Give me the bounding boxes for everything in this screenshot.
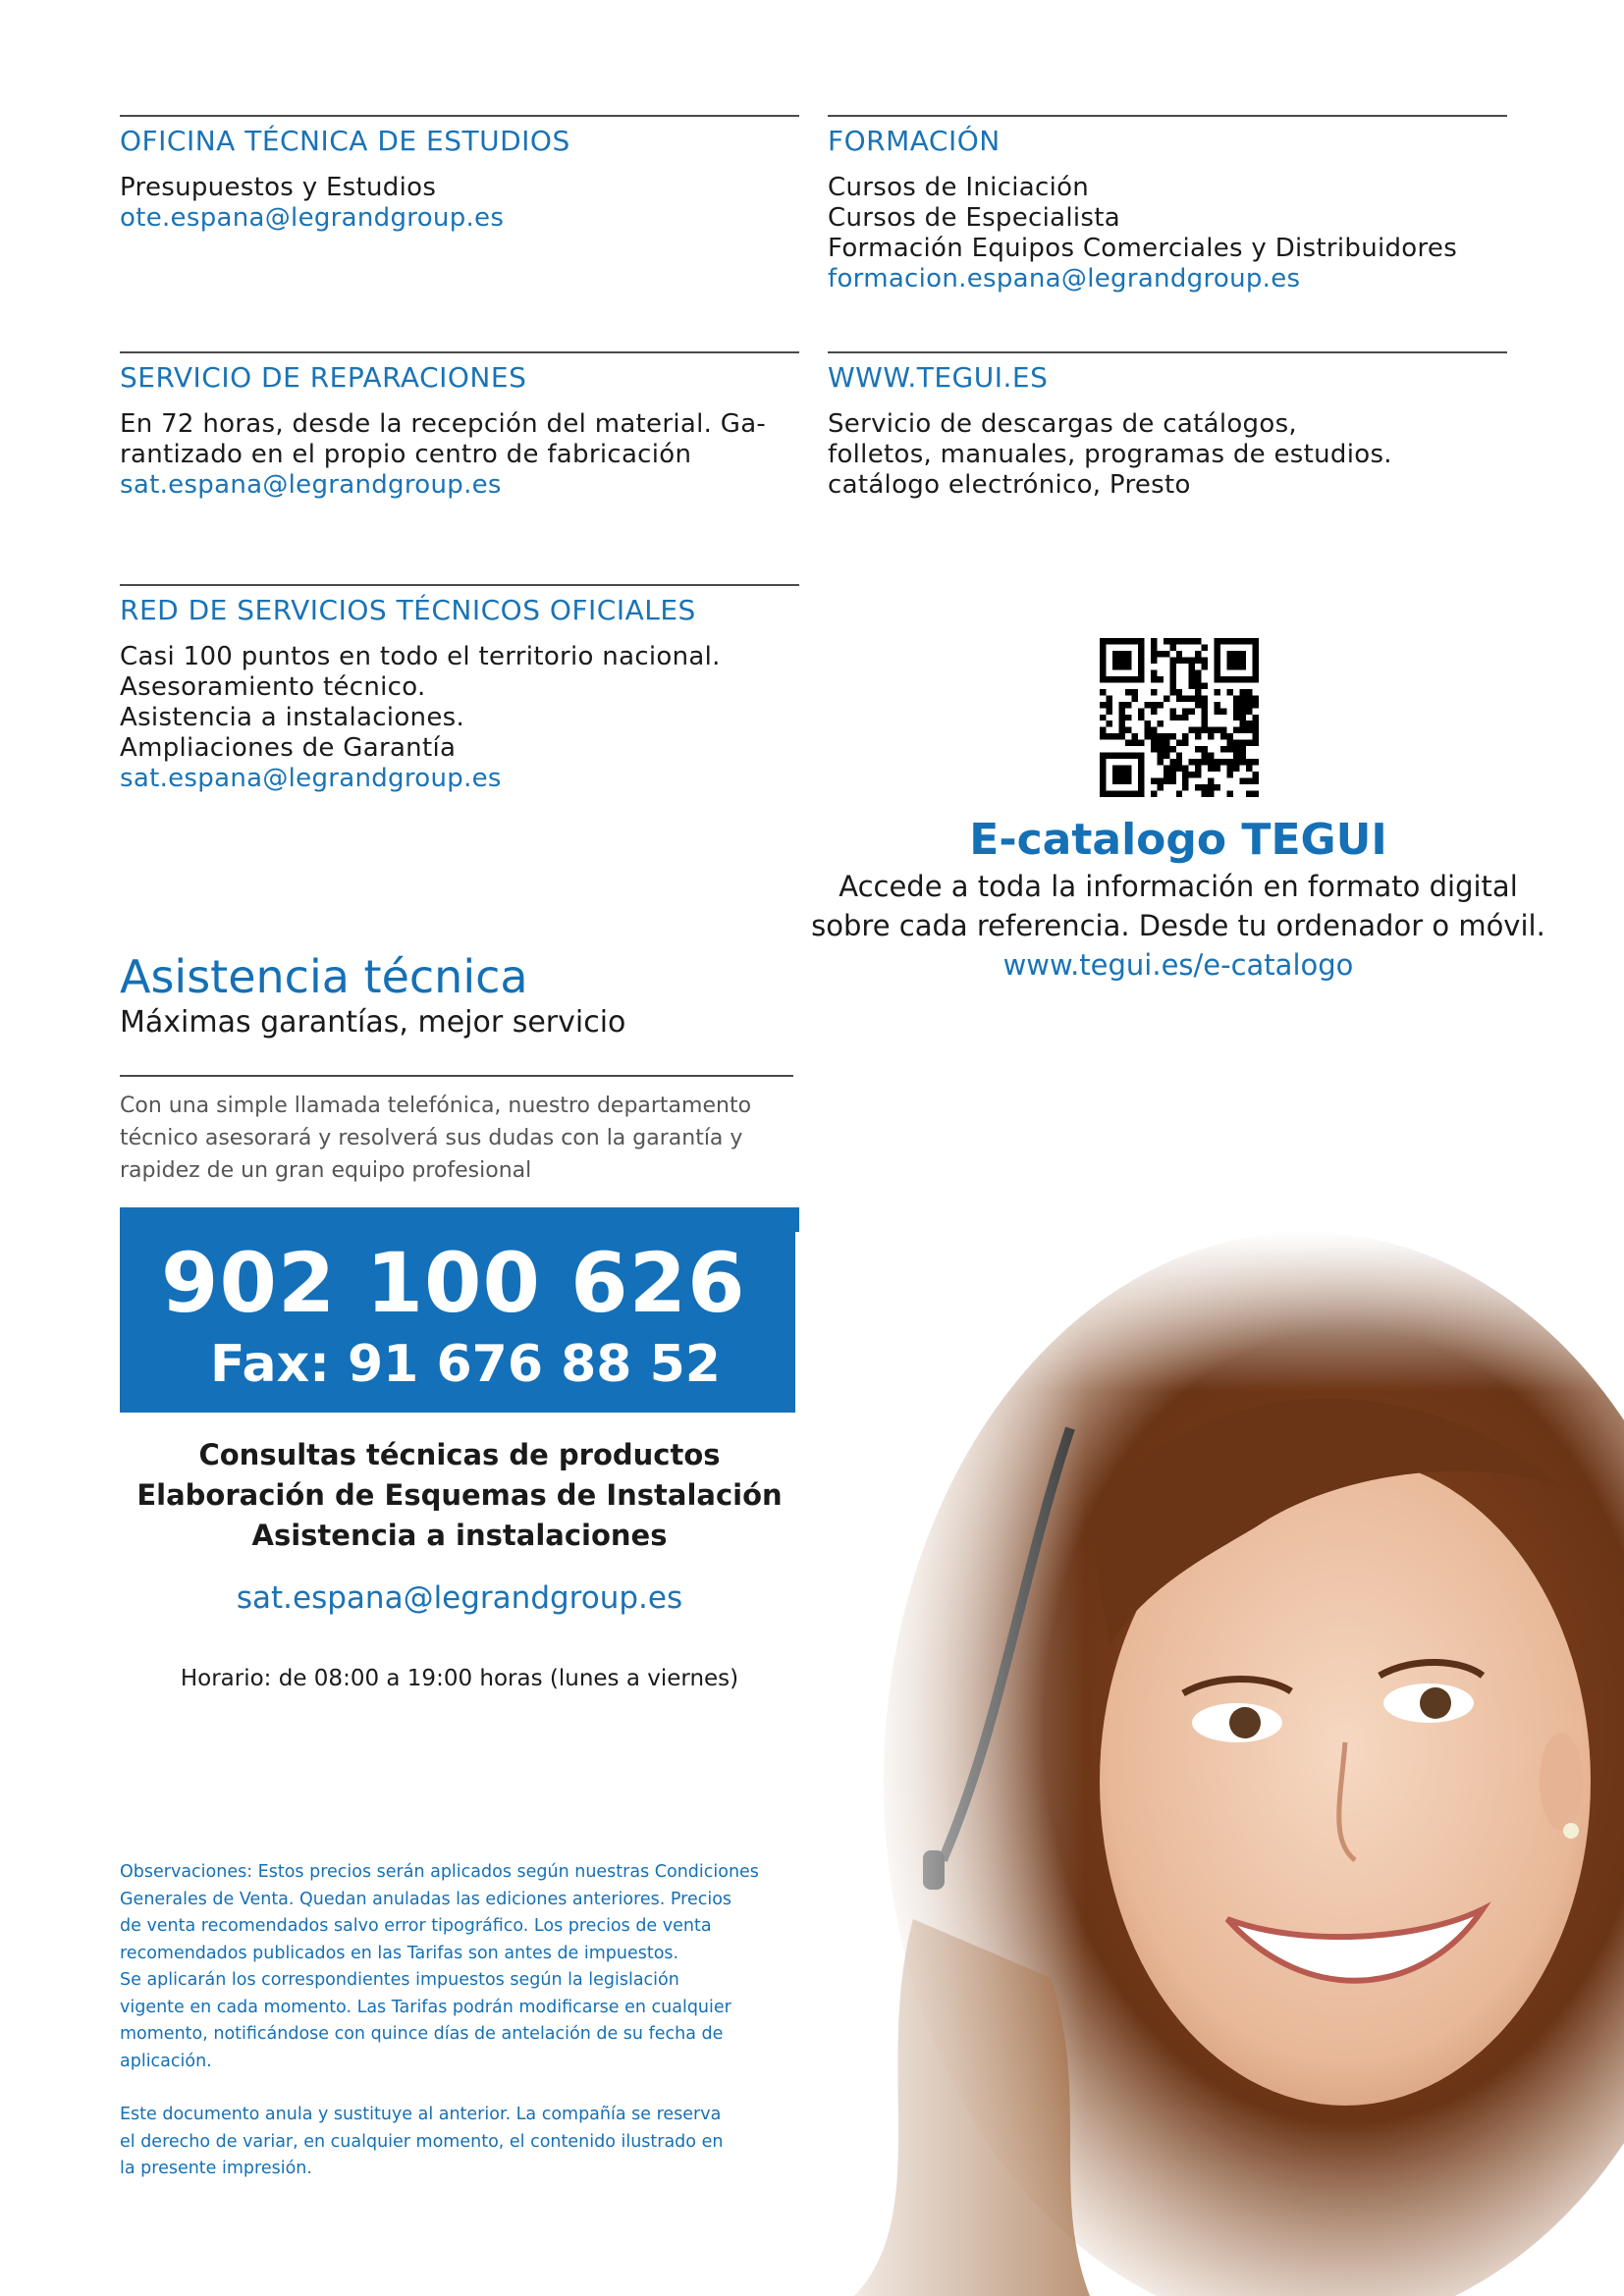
section-formacion xyxy=(828,115,1507,294)
section-body xyxy=(828,173,1507,294)
service-item: Asistencia a instalaciones xyxy=(251,1519,668,1552)
asistencia-email[interactable]: sat.espana@legrandgroup.es xyxy=(236,1580,683,1616)
section-line: Asistencia a instalaciones. xyxy=(120,703,465,732)
section-line: Formación Equipos Comerciales y Distribuidores xyxy=(828,234,1458,263)
section-body xyxy=(120,173,799,234)
ecatalogo-text xyxy=(785,867,1571,985)
intro-line: Con una simple llamada telefónica, nuestro departamento xyxy=(120,1094,752,1118)
asistencia-intro xyxy=(120,1090,751,1187)
section-reparaciones xyxy=(120,351,799,501)
obs-line: momento, notificándose con quince días de antelación de su fecha de xyxy=(120,2024,724,2044)
section-line: Cursos de Iniciación xyxy=(828,173,1090,202)
intro-line: rapidez de un gran equipo profesional xyxy=(120,1158,532,1183)
obs-line: vigente en cada momento. Las Tarifas podrán modificarse en cualquier xyxy=(120,1997,731,2017)
section-title: OFICINA TÉCNICA DE ESTUDIOS xyxy=(120,125,570,157)
intro-line: técnico asesorará y resolverá sus dudas con la garantía y xyxy=(120,1126,743,1150)
email-link[interactable]: ote.espana@legrandgroup.es xyxy=(120,203,505,233)
obs-line: Observaciones: Estos precios serán aplicados según nuestras Condiciones xyxy=(120,1862,759,1882)
section-red xyxy=(120,584,799,794)
service-item: Consultas técnicas de productos xyxy=(198,1438,721,1471)
section-ote xyxy=(120,115,799,234)
fax-number: Fax: 91 676 88 52 xyxy=(210,1335,721,1394)
asistencia-title: Asistencia técnica xyxy=(120,950,528,1003)
horario: Horario: de 08:00 a 19:00 horas (lunes a viernes) xyxy=(180,1666,739,1691)
phone-box xyxy=(120,1207,799,1413)
email-link[interactable]: sat.espana@legrandgroup.es xyxy=(120,764,502,793)
section-body xyxy=(120,409,799,501)
section-title: SERVICIO DE REPARACIONES xyxy=(120,361,527,394)
asistencia-subtitle: Máximas garantías, mejor servicio xyxy=(120,1005,626,1040)
section-line: folletos, manuales, programas de estudios. xyxy=(828,440,1392,469)
observaciones xyxy=(120,1859,813,2183)
section-tegui xyxy=(828,351,1507,501)
ecatalogo-title: E-catalogo TEGUI xyxy=(969,815,1387,865)
section-line: Presupuestos y Estudios xyxy=(120,173,437,202)
obs-line: de venta recomendados salvo error tipográfico. Los precios de venta xyxy=(120,1916,712,1936)
ecatalogo-line: Accede a toda la información en formato digital xyxy=(839,870,1518,903)
qr-code-icon[interactable] xyxy=(1100,638,1259,797)
ecatalogo-link[interactable]: www.tegui.es/e-catalogo xyxy=(1002,948,1354,982)
section-line: Servicio de descargas de catálogos, xyxy=(828,409,1297,439)
divider xyxy=(120,1075,793,1077)
section-line: Cursos de Especialista xyxy=(828,203,1120,233)
obs-line: Generales de Venta. Quedan anuladas las ediciones anteriores. Precios xyxy=(120,1889,732,1909)
obs-line: el derecho de variar, en cualquier momento, el contenido ilustrado en xyxy=(120,2131,724,2152)
obs-line: aplicación. xyxy=(120,2051,212,2071)
section-line: rantizado en el propio centro de fabricación xyxy=(120,440,692,469)
obs-line: recomendados publicados en las Tarifas son antes de impuestos. xyxy=(120,1943,679,1963)
phone-number[interactable]: 902 100 626 xyxy=(161,1235,746,1331)
section-title: RED DE SERVICIOS TÉCNICOS OFICIALES xyxy=(120,594,696,626)
section-line: Asesoramiento técnico. xyxy=(120,672,426,702)
section-title[interactable]: WWW.TEGUI.ES xyxy=(828,361,1049,394)
obs-line: Se aplicarán los correspondientes impuestos según la legislación xyxy=(120,1970,679,1990)
section-line: Ampliaciones de Garantía xyxy=(120,733,457,763)
section-line: Casi 100 puntos en todo el territorio nacional. xyxy=(120,642,721,671)
headset-woman-photo xyxy=(795,1232,1624,2296)
section-body xyxy=(120,642,799,794)
section-body xyxy=(828,409,1507,501)
email-link[interactable]: sat.espana@legrandgroup.es xyxy=(120,470,502,500)
section-line: catálogo electrónico, Presto xyxy=(828,470,1191,500)
service-item: Elaboración de Esquemas de Instalación xyxy=(136,1478,783,1512)
section-line: En 72 horas, desde la recepción del material. Ga- xyxy=(120,409,767,439)
obs-line: Este documento anula y sustituye al anterior. La compañía se reserva xyxy=(120,2105,722,2124)
services-list xyxy=(120,1435,799,1556)
email-link[interactable]: formacion.espana@legrandgroup.es xyxy=(828,264,1301,294)
ecatalogo-line: sobre cada referencia. Desde tu ordenador o móvil. xyxy=(811,909,1545,942)
obs-line: la presente impresión. xyxy=(120,2159,312,2178)
section-title: FORMACIÓN xyxy=(828,125,1001,157)
